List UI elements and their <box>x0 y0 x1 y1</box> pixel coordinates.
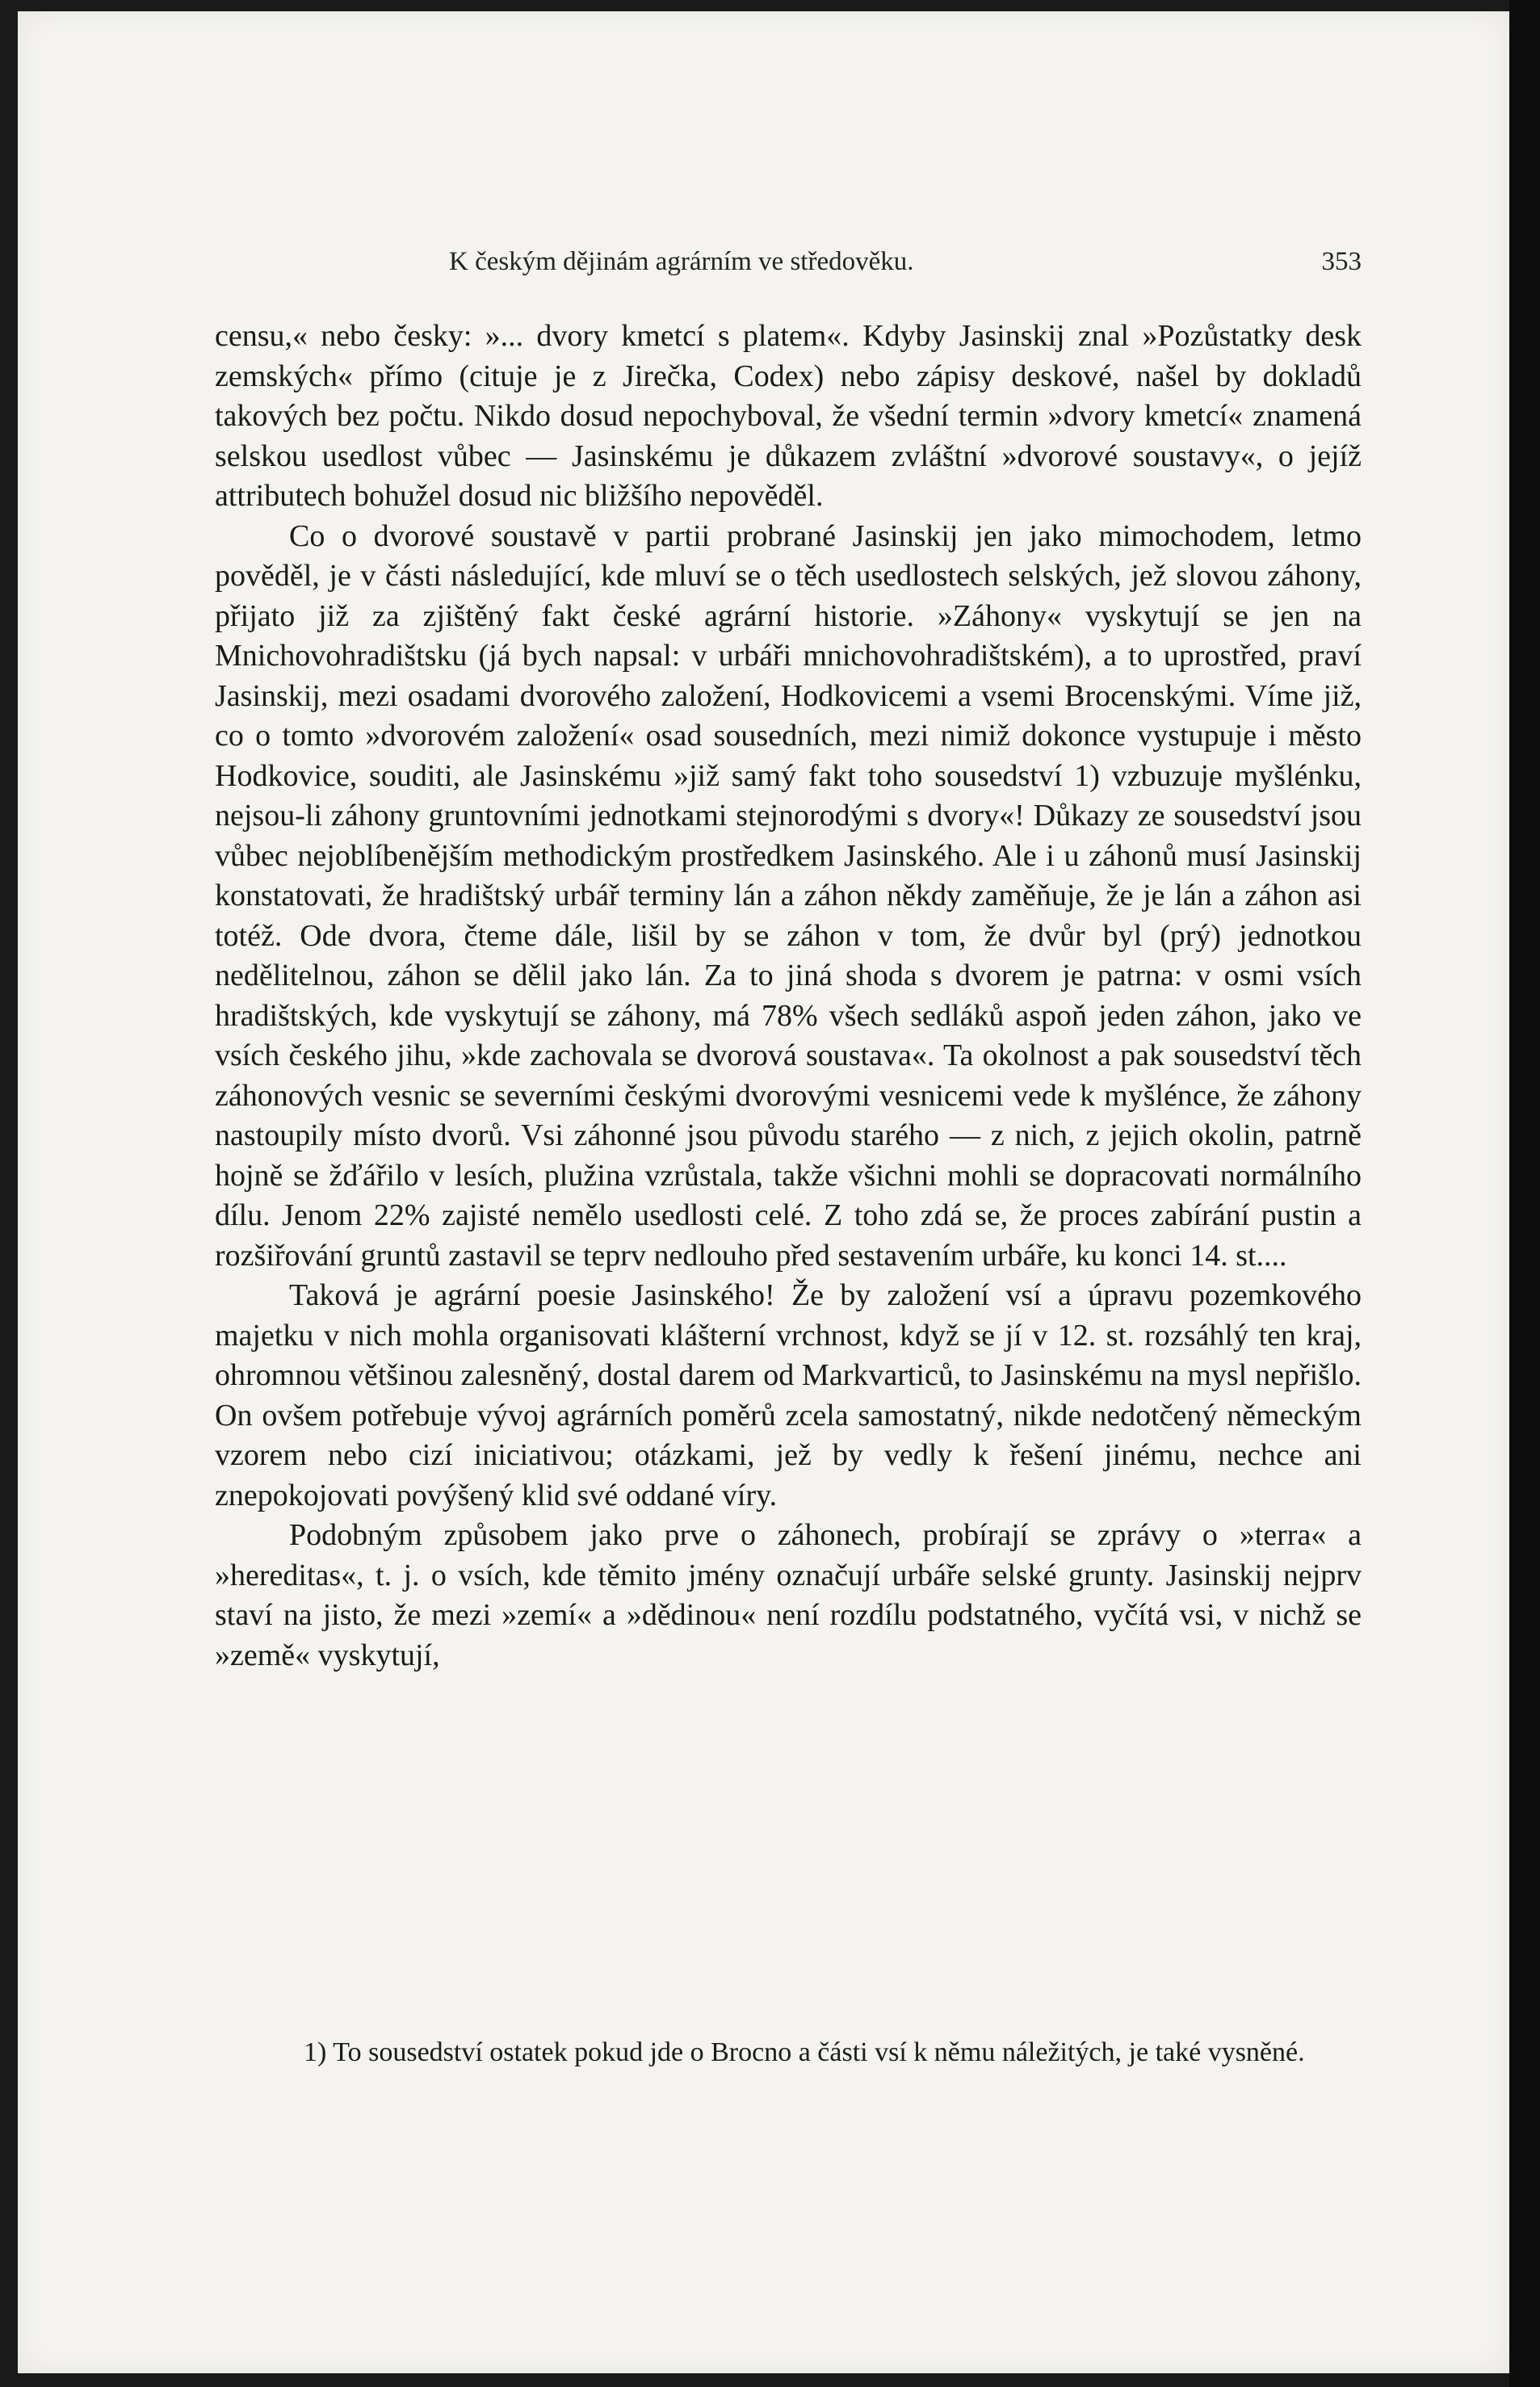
paragraph-4: Podobným způsobem jako prve o záhonech, probírají se zprávy o »terra« a »hereditas«, t. j. o vsích, kde těmito jmény označují urbáře selské grunty. Jasinskij nejprv staví na jisto, že mezi »zemí« a »dědinou« není rozdílu podstatného, vyčítá vsi, v nichž se »země« vyskytují, <box>215 1518 1362 1672</box>
paragraph-3: Taková je agrární poesie Jasinského! Že by založení vsí a úpravu pozemkového majetku v nich mohla organisovati klášterní vrchnost, když se jí v 12. st. rozsáhlý ten kraj, ohromnou většinou zalesněný, dostal darem od Markvarticů, to Jasinskému na mysl nepřišlo. On ovšem potřebuje vývoj agrárních poměrů zcela samostatný, nikde nedotčený německým vzorem nebo cizí iniciativou; otázkami, jež by vedly k řešení jinému, nechce ani znepokojovati povýšený klid své oddané víry. <box>215 1278 1362 1512</box>
footnote-text: 1) To sousedství ostatek pokud jde o Brocno a části vsí k němu náležitých, je také vysněné. <box>304 2037 1305 2067</box>
page-number: 353 <box>1321 247 1362 276</box>
running-header <box>215 247 1362 279</box>
running-title: K českým dějinám agrárním ve středověku. <box>449 247 914 276</box>
paragraph-2: Co o dvorové soustavě v partii probrané Jasinskij jen jako mimochodem, letmo pověděl, je v části následující, kde mluví se o těch usedlostech selských, jež slovou záhony, přijato již za zjištěný fakt české agrární historie. »Záhony« vyskytují se jen na Mnichovohradištsku (já bych napsal: v urbáři mnichovohradištském), a to uprostřed, praví Jasinskij, mezi osadami dvorového založení, Hodkovicemi a vsemi Brocenskými. Víme již, co o tomto »dvorovém založení« osad sousedních, mezi nimiž dokonce vystupuje i město Hodkovice, souditi, ale Jasinskému »již samý fakt toho sousedství 1) vzbuzuje myšlénku, nejsou-li záhony gruntovními jednotkami stejnorodými s dvory«! Důkazy ze sousedství jsou vůbec nejoblíbenějším methodickým prostředkem Jasinského. Ale i u záhonů musí Jasinskij konstatovati, že hradištský urbář terminy lán a záhon někdy zaměňuje, že je lán a záhon asi totéž. Ode dvora, čteme dále, lišil by se záhon v tom, že dvůr byl (prý) jednotkou nedělitelnou, záhon se dělil jako lán. Za to jiná shoda s dvorem je patrna: v osmi vsích hradištských, kde vyskytují se záhony, má 78% všech sedláků aspoň jeden záhon, jako ve vsích českého jihu, »kde zachovala se dvorová soustava«. Ta okolnost a pak sousedství těch záhonových vesnic se severními českými dvorovými vesnicemi vede k myšlénce, že záhony nastoupily místo dvorů. Vsi záhonné jsou původu starého — z nich, z jejich okolin, patrně hojně se žďářilo v lesích, plužina vzrůstala, takže všichni mohli se dopracovati normálního dílu. Jenom 22% zajisté nemělo usedlosti celé. Z toho zdá se, že proces zabírání pustin a rozšiřování gruntů zastavil se teprv nedlouho před sestavením urbáře, ku konci 14. st.... <box>215 518 1362 1273</box>
scan-edge <box>1509 0 1540 2387</box>
footnote <box>215 2034 1362 2071</box>
scanned-page <box>18 11 1510 2373</box>
paragraph-1: censu,« nebo česky: »... dvory kmetcí s platem«. Kdyby Jasinskij znal »Pozůstatky desk zemských« přímo (cituje je z Jirečka, Codex) nebo zápisy deskové, našel by dokladů takových bez počtu. Nikdo dosud nepochyboval, že všední termin »dvory kmetcí« znamená selskou usedlost vůbec — Jasinskému je důkazem zvláštní »dvorové soustavy«, o jejíž attributech bohužel dosud nic bližšího nepověděl. <box>215 319 1362 513</box>
main-text <box>215 317 1362 1676</box>
